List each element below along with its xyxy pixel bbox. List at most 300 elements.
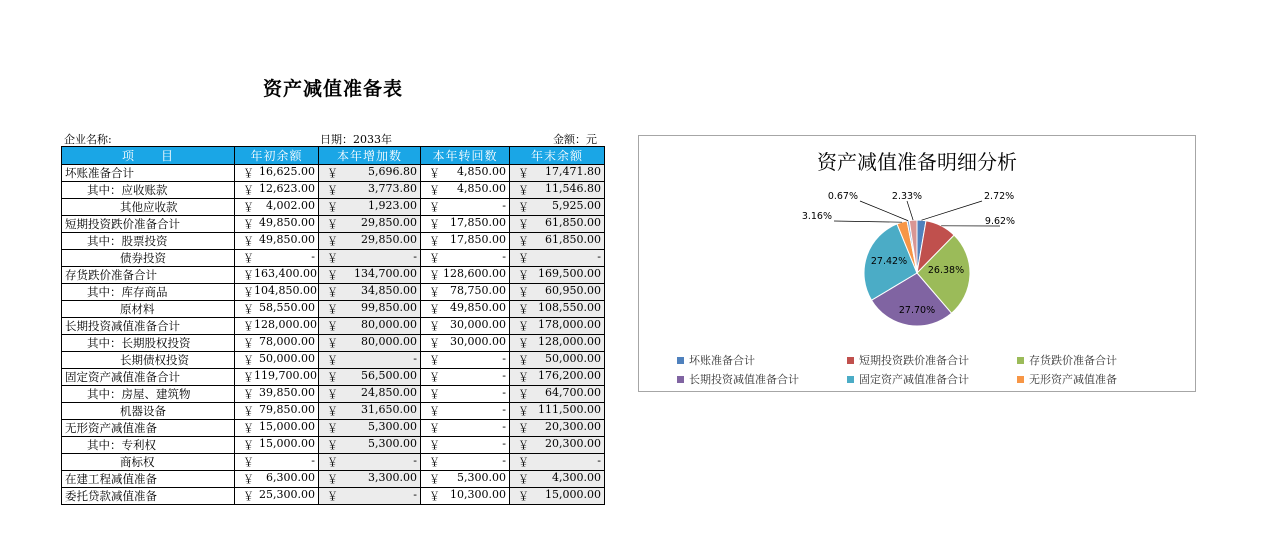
amount-value: 30,000.00	[450, 318, 506, 331]
amount-value: 4,300.00	[552, 471, 601, 484]
amount-value: 6,300.00	[266, 471, 315, 484]
amount-cell[interactable]	[235, 471, 319, 488]
row-item-label[interactable]: 商标权	[62, 454, 235, 471]
currency-symbol: ￥	[429, 405, 440, 418]
amount-value: 12,623.00	[259, 182, 315, 195]
currency-symbol: ￥	[243, 473, 254, 486]
amount-cell[interactable]	[421, 437, 510, 454]
amount-cell[interactable]	[510, 403, 605, 420]
legend-swatch	[1017, 376, 1024, 383]
row-item-label[interactable]: 长期投资减值准备合计	[62, 318, 235, 335]
currency-symbol: ￥	[243, 456, 254, 469]
amount-cell[interactable]	[235, 335, 319, 352]
amount-cell[interactable]	[319, 437, 421, 454]
legend-item[interactable]	[847, 352, 1017, 368]
currency-symbol: ￥	[429, 286, 440, 299]
legend-swatch	[1017, 357, 1024, 364]
table-row	[62, 352, 605, 369]
sheet-title: 资产减值准备表	[263, 78, 404, 100]
amount-value: 49,850.00	[259, 233, 315, 246]
pie-data-label: 2.72%	[984, 191, 1015, 202]
amount-cell[interactable]	[421, 335, 510, 352]
amount-cell[interactable]	[421, 182, 510, 199]
currency-symbol: ￥	[518, 167, 529, 180]
currency-symbol: ￥	[429, 269, 440, 282]
amount-value: 128,000.00	[254, 318, 317, 331]
amount-value: 163,400.00	[254, 267, 317, 280]
table-row	[62, 386, 605, 403]
table-row	[62, 369, 605, 386]
amount-cell[interactable]	[319, 250, 421, 267]
amount-value: -	[502, 352, 506, 365]
amount-value: -	[502, 250, 506, 263]
currency-symbol: ￥	[243, 303, 254, 316]
amount-cell[interactable]	[235, 182, 319, 199]
leader-line	[834, 221, 902, 222]
amount-value: 29,850.00	[361, 233, 417, 246]
amount-value: -	[413, 250, 417, 263]
currency-symbol: ￥	[243, 405, 254, 418]
amount-cell[interactable]	[510, 199, 605, 216]
chart-legend	[677, 352, 1177, 387]
table-row	[62, 301, 605, 318]
amount-value: -	[413, 488, 417, 501]
table-row	[62, 267, 605, 284]
currency-symbol: ￥	[429, 354, 440, 367]
legend-item[interactable]	[1017, 352, 1177, 368]
unit-label: 金额：元	[553, 133, 597, 146]
legend-item[interactable]	[847, 371, 1017, 387]
row-item-label[interactable]: 其中：专利权	[62, 437, 235, 454]
legend-label: 短期投资跌价准备合计	[859, 354, 969, 367]
currency-symbol: ￥	[429, 490, 440, 503]
currency-symbol: ￥	[518, 388, 529, 401]
amount-value: 3,773.80	[368, 182, 417, 195]
table-row	[62, 335, 605, 352]
amount-cell[interactable]	[421, 165, 510, 182]
currency-symbol: ￥	[429, 473, 440, 486]
currency-symbol: ￥	[518, 320, 529, 333]
amount-value: 20,300.00	[545, 420, 601, 433]
amount-cell[interactable]	[510, 216, 605, 233]
amount-cell[interactable]	[421, 386, 510, 403]
amount-cell[interactable]	[421, 352, 510, 369]
legend-label: 无形资产减值准备	[1029, 373, 1117, 386]
pie-data-label: 2.33%	[891, 191, 923, 202]
amount-value: 49,850.00	[450, 301, 506, 314]
currency-symbol: ￥	[243, 422, 254, 435]
amount-cell[interactable]	[421, 403, 510, 420]
amount-value: 128,600.00	[443, 267, 506, 280]
header-increase[interactable]: 本年增加数	[319, 147, 421, 165]
currency-symbol: ￥	[243, 269, 254, 282]
amount-value: 4,850.00	[457, 182, 506, 195]
amount-value: 108,550.00	[538, 301, 601, 314]
amount-cell[interactable]	[319, 318, 421, 335]
amount-cell[interactable]	[319, 199, 421, 216]
table-row	[62, 403, 605, 420]
amount-cell[interactable]	[510, 437, 605, 454]
row-item-label[interactable]: 长期债权投资	[62, 352, 235, 369]
currency-symbol: ￥	[327, 337, 338, 350]
amount-value: 17,850.00	[450, 233, 506, 246]
amount-cell[interactable]	[421, 471, 510, 488]
amount-cell[interactable]	[510, 182, 605, 199]
amount-cell[interactable]	[235, 454, 319, 471]
impairment-table	[61, 146, 605, 505]
row-item-label[interactable]: 在建工程减值准备	[62, 471, 235, 488]
currency-symbol: ￥	[429, 320, 440, 333]
currency-symbol: ￥	[518, 286, 529, 299]
currency-symbol: ￥	[327, 218, 338, 231]
row-item-label[interactable]: 固定资产减值准备合计	[62, 369, 235, 386]
amount-value: 50,000.00	[545, 352, 601, 365]
currency-symbol: ￥	[429, 218, 440, 231]
row-item-label[interactable]: 坏账准备合计	[62, 165, 235, 182]
currency-symbol: ￥	[518, 439, 529, 452]
amount-value: 80,000.00	[361, 335, 417, 348]
currency-symbol: ￥	[243, 235, 254, 248]
currency-symbol: ￥	[243, 388, 254, 401]
amount-value: 4,002.00	[266, 199, 315, 212]
currency-symbol: ￥	[327, 286, 338, 299]
currency-symbol: ￥	[429, 337, 440, 350]
amount-value: 5,300.00	[368, 420, 417, 433]
table-row	[62, 233, 605, 250]
table-row	[62, 165, 605, 182]
amount-cell[interactable]	[235, 352, 319, 369]
row-item-label[interactable]: 债券投资	[62, 250, 235, 267]
date-label: 日期：2033年	[320, 133, 392, 146]
chart-area[interactable]	[638, 135, 1196, 392]
currency-symbol: ￥	[429, 456, 440, 469]
amount-value: -	[311, 454, 315, 467]
currency-symbol: ￥	[518, 201, 529, 214]
amount-cell[interactable]	[319, 352, 421, 369]
amount-value: 50,000.00	[259, 352, 315, 365]
amount-cell[interactable]	[319, 335, 421, 352]
amount-value: -	[502, 437, 506, 450]
amount-cell[interactable]	[235, 165, 319, 182]
amount-cell[interactable]	[510, 301, 605, 318]
row-item-label[interactable]: 委托贷款减值准备	[62, 488, 235, 505]
legend-item[interactable]	[677, 352, 847, 368]
legend-swatch	[847, 376, 854, 383]
amount-cell[interactable]	[235, 369, 319, 386]
amount-cell[interactable]	[510, 386, 605, 403]
amount-cell[interactable]	[319, 216, 421, 233]
amount-cell[interactable]	[421, 369, 510, 386]
amount-cell[interactable]	[421, 250, 510, 267]
currency-symbol: ￥	[327, 422, 338, 435]
amount-value: 61,850.00	[545, 216, 601, 229]
amount-cell[interactable]	[235, 199, 319, 216]
amount-value: 61,850.00	[545, 233, 601, 246]
amount-cell[interactable]	[319, 420, 421, 437]
currency-symbol: ￥	[243, 354, 254, 367]
header-opening-balance[interactable]: 年初余额	[235, 147, 319, 165]
amount-value: 10,300.00	[450, 488, 506, 501]
row-item-label[interactable]: 其中：应收账款	[62, 182, 235, 199]
amount-value: 17,850.00	[450, 216, 506, 229]
currency-symbol: ￥	[243, 439, 254, 452]
amount-value: 30,000.00	[450, 335, 506, 348]
table-row	[62, 471, 605, 488]
currency-symbol: ￥	[243, 218, 254, 231]
amount-cell[interactable]	[235, 318, 319, 335]
amount-cell[interactable]	[235, 488, 319, 505]
currency-symbol: ￥	[327, 490, 338, 503]
amount-cell[interactable]	[235, 420, 319, 437]
amount-value: 79,850.00	[259, 403, 315, 416]
leader-line	[860, 201, 908, 221]
amount-cell[interactable]	[235, 267, 319, 284]
legend-label: 坏账准备合计	[689, 354, 755, 367]
currency-symbol: ￥	[327, 473, 338, 486]
amount-cell[interactable]	[421, 233, 510, 250]
amount-value: 20,300.00	[545, 437, 601, 450]
amount-value: -	[502, 199, 506, 212]
amount-value: 5,300.00	[368, 437, 417, 450]
amount-cell[interactable]	[319, 471, 421, 488]
amount-cell[interactable]	[235, 216, 319, 233]
amount-cell[interactable]	[421, 301, 510, 318]
leader-line	[907, 201, 913, 220]
row-item-label[interactable]: 其中：库存商品	[62, 284, 235, 301]
currency-symbol: ￥	[518, 490, 529, 503]
currency-symbol: ￥	[327, 405, 338, 418]
amount-cell[interactable]	[319, 182, 421, 199]
pie-chart	[639, 136, 1195, 346]
amount-cell[interactable]	[319, 284, 421, 301]
currency-symbol: ￥	[327, 303, 338, 316]
legend-item[interactable]	[677, 371, 847, 387]
currency-symbol: ￥	[429, 439, 440, 452]
leader-line	[922, 201, 982, 220]
currency-symbol: ￥	[327, 388, 338, 401]
row-item-label[interactable]: 原材料	[62, 301, 235, 318]
amount-value: -	[413, 454, 417, 467]
currency-symbol: ￥	[243, 490, 254, 503]
currency-symbol: ￥	[518, 473, 529, 486]
currency-symbol: ￥	[518, 303, 529, 316]
legend-swatch	[677, 357, 684, 364]
amount-cell[interactable]	[510, 335, 605, 352]
amount-cell[interactable]	[235, 233, 319, 250]
header-item[interactable]: 项 目	[62, 147, 235, 165]
amount-cell[interactable]	[319, 301, 421, 318]
currency-symbol: ￥	[518, 218, 529, 231]
amount-cell[interactable]	[319, 488, 421, 505]
table-row	[62, 318, 605, 335]
currency-symbol: ￥	[243, 286, 254, 299]
currency-symbol: ￥	[327, 252, 338, 265]
currency-symbol: ￥	[518, 269, 529, 282]
row-item-label[interactable]: 其中：长期股权投资	[62, 335, 235, 352]
amount-cell[interactable]	[421, 216, 510, 233]
amount-value: -	[597, 454, 601, 467]
table-row	[62, 488, 605, 505]
amount-value: 111,500.00	[538, 403, 601, 416]
currency-symbol: ￥	[327, 235, 338, 248]
row-item-label[interactable]: 机器设备	[62, 403, 235, 420]
amount-value: 16,625.00	[259, 165, 315, 178]
amount-value: -	[502, 454, 506, 467]
currency-symbol: ￥	[429, 184, 440, 197]
amount-value: -	[597, 250, 601, 263]
amount-cell[interactable]	[510, 420, 605, 437]
table-row	[62, 420, 605, 437]
amount-cell[interactable]	[510, 250, 605, 267]
amount-value: -	[413, 352, 417, 365]
company-label: 企业名称:	[64, 133, 112, 146]
amount-value: 31,650.00	[361, 403, 417, 416]
pie-data-label: 9.62%	[984, 216, 1016, 227]
table-row	[62, 284, 605, 301]
amount-value: 3,300.00	[368, 471, 417, 484]
amount-cell[interactable]	[510, 318, 605, 335]
currency-symbol: ￥	[243, 337, 254, 350]
table-row	[62, 216, 605, 233]
amount-cell[interactable]	[421, 267, 510, 284]
amount-cell[interactable]	[510, 267, 605, 284]
amount-cell[interactable]	[421, 318, 510, 335]
currency-symbol: ￥	[327, 439, 338, 452]
amount-value: 5,925.00	[552, 199, 601, 212]
table-row	[62, 250, 605, 267]
amount-cell[interactable]	[421, 420, 510, 437]
currency-symbol: ￥	[243, 201, 254, 214]
amount-cell[interactable]	[319, 165, 421, 182]
amount-value: -	[502, 403, 506, 416]
table-body	[62, 165, 605, 505]
table-row	[62, 182, 605, 199]
amount-cell[interactable]	[510, 352, 605, 369]
currency-symbol: ￥	[518, 371, 529, 384]
amount-cell[interactable]	[235, 284, 319, 301]
amount-cell[interactable]	[510, 488, 605, 505]
amount-cell[interactable]	[319, 267, 421, 284]
amount-cell[interactable]	[421, 454, 510, 471]
amount-cell[interactable]	[319, 369, 421, 386]
amount-value: 169,500.00	[538, 267, 601, 280]
legend-label: 固定资产减值准备合计	[859, 373, 969, 386]
currency-symbol: ￥	[518, 337, 529, 350]
currency-symbol: ￥	[327, 167, 338, 180]
legend-item[interactable]	[1017, 371, 1177, 387]
header-reversal[interactable]: 本年转回数	[421, 147, 510, 165]
amount-value: 119,700.00	[254, 369, 317, 382]
header-closing-balance[interactable]: 年末余额	[510, 147, 605, 165]
amount-cell[interactable]	[510, 454, 605, 471]
amount-value: 99,850.00	[361, 301, 417, 314]
amount-value: 15,000.00	[259, 437, 315, 450]
currency-symbol: ￥	[518, 405, 529, 418]
amount-cell[interactable]	[319, 386, 421, 403]
amount-value: 29,850.00	[361, 216, 417, 229]
row-item-label[interactable]: 其中：股票投资	[62, 233, 235, 250]
currency-symbol: ￥	[518, 235, 529, 248]
table-row	[62, 454, 605, 471]
amount-value: 39,850.00	[259, 386, 315, 399]
amount-value: 78,750.00	[450, 284, 506, 297]
currency-symbol: ￥	[429, 388, 440, 401]
currency-symbol: ￥	[327, 269, 338, 282]
amount-value: -	[502, 369, 506, 382]
pie-data-label: 27.70%	[898, 305, 936, 316]
row-item-label[interactable]: 无形资产减值准备	[62, 420, 235, 437]
amount-value: 24,850.00	[361, 386, 417, 399]
amount-cell[interactable]	[235, 250, 319, 267]
table-row	[62, 437, 605, 454]
amount-cell[interactable]	[510, 471, 605, 488]
amount-cell[interactable]	[235, 301, 319, 318]
amount-cell[interactable]	[235, 437, 319, 454]
currency-symbol: ￥	[429, 235, 440, 248]
pie-data-label: 27.42%	[870, 256, 908, 267]
amount-value: 15,000.00	[259, 420, 315, 433]
amount-value: 4,850.00	[457, 165, 506, 178]
amount-value: 60,950.00	[545, 284, 601, 297]
table-row	[62, 199, 605, 216]
amount-value: 11,546.80	[545, 182, 601, 195]
currency-symbol: ￥	[518, 354, 529, 367]
amount-value: 5,300.00	[457, 471, 506, 484]
row-item-label[interactable]: 存货跌价准备合计	[62, 267, 235, 284]
amount-cell[interactable]	[319, 403, 421, 420]
legend-swatch	[677, 376, 684, 383]
currency-symbol: ￥	[327, 320, 338, 333]
amount-cell[interactable]	[421, 199, 510, 216]
amount-value: 64,700.00	[545, 386, 601, 399]
amount-cell[interactable]	[510, 284, 605, 301]
amount-cell[interactable]	[421, 488, 510, 505]
currency-symbol: ￥	[327, 184, 338, 197]
currency-symbol: ￥	[518, 184, 529, 197]
amount-value: 128,000.00	[538, 335, 601, 348]
row-item-label[interactable]: 其他应收款	[62, 199, 235, 216]
amount-value: 80,000.00	[361, 318, 417, 331]
currency-symbol: ￥	[327, 354, 338, 367]
amount-cell[interactable]	[235, 403, 319, 420]
amount-value: 134,700.00	[354, 267, 417, 280]
amount-value: 1,923.00	[368, 199, 417, 212]
amount-cell[interactable]	[510, 369, 605, 386]
row-item-label[interactable]: 短期投资跌价准备合计	[62, 216, 235, 233]
amount-cell[interactable]	[510, 165, 605, 182]
amount-value: 17,471.80	[545, 165, 601, 178]
currency-symbol: ￥	[429, 167, 440, 180]
pie-data-label: 3.16%	[801, 211, 832, 222]
amount-value: 34,850.00	[361, 284, 417, 297]
currency-symbol: ￥	[243, 371, 254, 384]
currency-symbol: ￥	[429, 371, 440, 384]
currency-symbol: ￥	[429, 252, 440, 265]
amount-value: 176,200.00	[538, 369, 601, 382]
row-item-label[interactable]: 其中：房屋、建筑物	[62, 386, 235, 403]
amount-cell[interactable]	[510, 233, 605, 250]
amount-value: 25,300.00	[259, 488, 315, 501]
amount-cell[interactable]	[235, 386, 319, 403]
currency-symbol: ￥	[243, 184, 254, 197]
amount-cell[interactable]	[319, 454, 421, 471]
amount-cell[interactable]	[421, 284, 510, 301]
amount-value: 178,000.00	[538, 318, 601, 331]
amount-value: 78,000.00	[259, 335, 315, 348]
legend-label: 存货跌价准备合计	[1029, 354, 1117, 367]
amount-cell[interactable]	[319, 233, 421, 250]
amount-value: -	[311, 250, 315, 263]
